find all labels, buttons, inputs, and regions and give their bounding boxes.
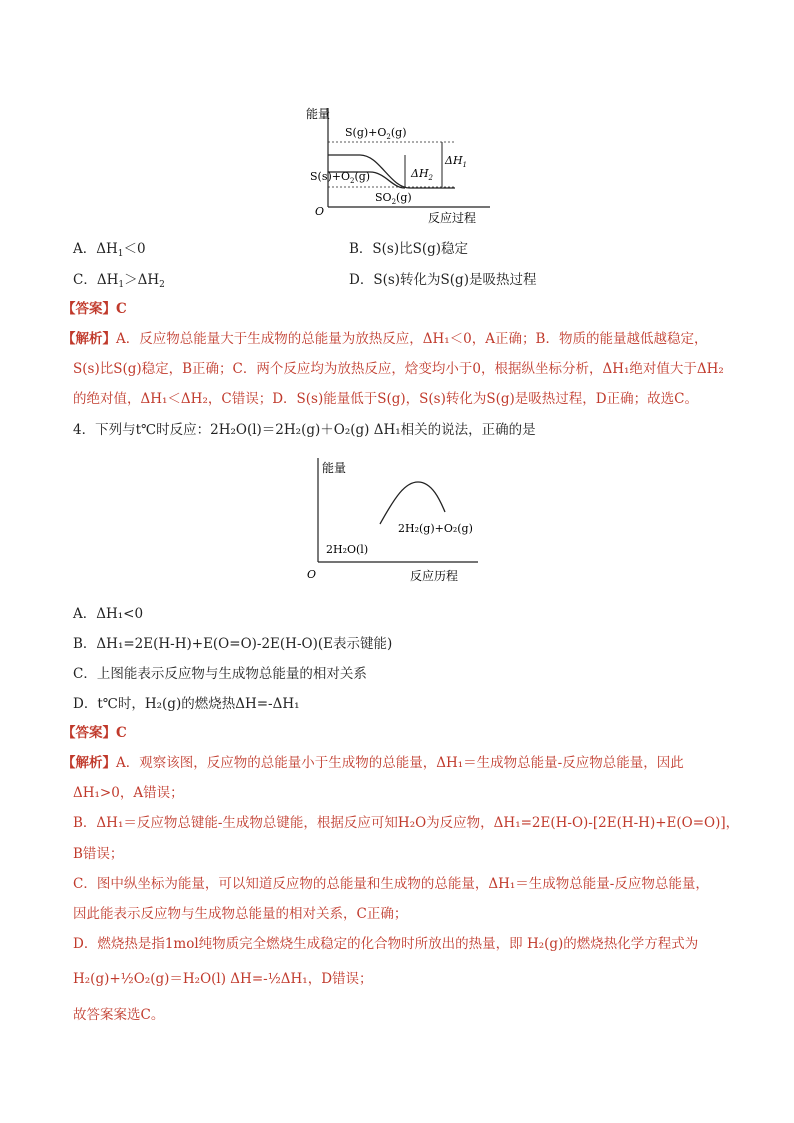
q4-analysis-c-1: C．图中纵坐标为能量，可以知道反应物的总能量和生成物的总能量，ΔH₁＝生成物总能量-反应物总能量， — [73, 876, 709, 892]
d1-mid-level: $S(s)+O_2(g)$ — [310, 170, 371, 185]
q3-option-a: A．$\Delta H_1<0$ — [73, 241, 146, 259]
d1-top-level: $S(g)+O_2(g)$ — [345, 126, 407, 141]
d1-y-axis-label: 能量 — [306, 107, 331, 121]
d2-product: 2H₂(g)+O₂(g) — [398, 522, 473, 535]
q3-option-c: C．$\Delta H_1>\Delta H_2$ — [73, 272, 165, 290]
q4-option-d: D．t℃时，H₂(g)的燃烧热ΔH=-ΔH₁ — [73, 696, 300, 712]
d1-dh2: $\Delta H_2$ — [411, 167, 434, 182]
q4-analysis-c-2: 因此能表示反应物与生成物总能量的相对关系，C正确； — [73, 906, 408, 922]
q4-stem: 4．下列与t℃时反应：2H₂O(l)＝2H₂(g)＋O₂(g) ΔH₁相关的说法，正确的是 — [73, 422, 536, 438]
q4-analysis-a-1: 【解析】A．观察该图，反应物的总能量小于生成物的总能量，ΔH₁＝生成物总能量-反应物总能量，因此 — [62, 755, 684, 771]
q3-option-b: B．S(s)比S(g)稳定 — [349, 241, 469, 257]
q3-analysis-line-3: 的绝对值，ΔH₁＜ΔH₂，C错误；D．S(s)能量低于S(g)，S(s)转化为S(g)是吸热过程，D正确；故选C。 — [73, 391, 698, 407]
q3-answer: 【答案】C — [62, 301, 127, 317]
d1-bottom-level: $SO_2(g)$ — [375, 191, 412, 206]
d2-x-axis-label: 反应历程 — [410, 569, 459, 583]
q4-option-c: C．上图能表示反应物与生成物总能量的相对关系 — [73, 666, 367, 682]
q4-analysis-b-2: B错误； — [73, 846, 124, 862]
energy-diagram-1 — [300, 100, 500, 225]
d1-x-axis-label: 反应过程 — [428, 211, 477, 225]
q4-analysis-b-1: B．ΔH₁＝反应物总键能-生成物总键能，根据反应可知H₂O为反应物，ΔH₁=2E(H-O)-[2E(H-H)+E(O=O)]， — [73, 815, 740, 831]
q4-analysis-d-1: D．燃烧热是指1mol纯物质完全燃烧生成稳定的化合物时所放出的热量，即 H₂(g)的燃烧热化学方程式为 — [73, 936, 699, 952]
q4-answer: 【答案】C — [62, 725, 127, 741]
d2-origin: O — [307, 568, 317, 581]
q4-conclusion: 故答案案选C。 — [73, 1007, 165, 1023]
q3-analysis-line-1: 【解析】A．反应物总能量大于生成物的总能量为放热反应，ΔH₁＜0，A正确；B．物质的能量越低越稳定， — [62, 331, 708, 347]
q4-option-b: B．ΔH₁=2E(H-H)+E(O=O)-2E(H-O)(E表示键能) — [73, 636, 393, 652]
q4-analysis-d-2: H₂(g)+½O₂(g)＝H₂O(l) ΔH=-½ΔH₁，D错误； — [73, 971, 373, 987]
q3-option-d: D．S(s)转化为S(g)是吸热过程 — [349, 272, 537, 288]
d1-origin: O — [315, 205, 325, 218]
q4-option-a: A．ΔH₁<0 — [73, 606, 144, 622]
energy-diagram-2 — [300, 452, 490, 587]
q3-analysis-line-2: S(s)比S(g)稳定，B正确；C．两个反应均为放热反应，焓变均小于0，根据纵坐标分析，ΔH₁绝对值大于ΔH₂ — [73, 361, 724, 377]
q4-analysis-a-2: ΔH₁>0，A错误； — [73, 785, 184, 801]
d1-dh1: $\Delta H_1$ — [445, 154, 468, 169]
d2-reactant: 2H₂O(l) — [326, 543, 369, 556]
d2-y-axis-label: 能量 — [322, 461, 347, 475]
